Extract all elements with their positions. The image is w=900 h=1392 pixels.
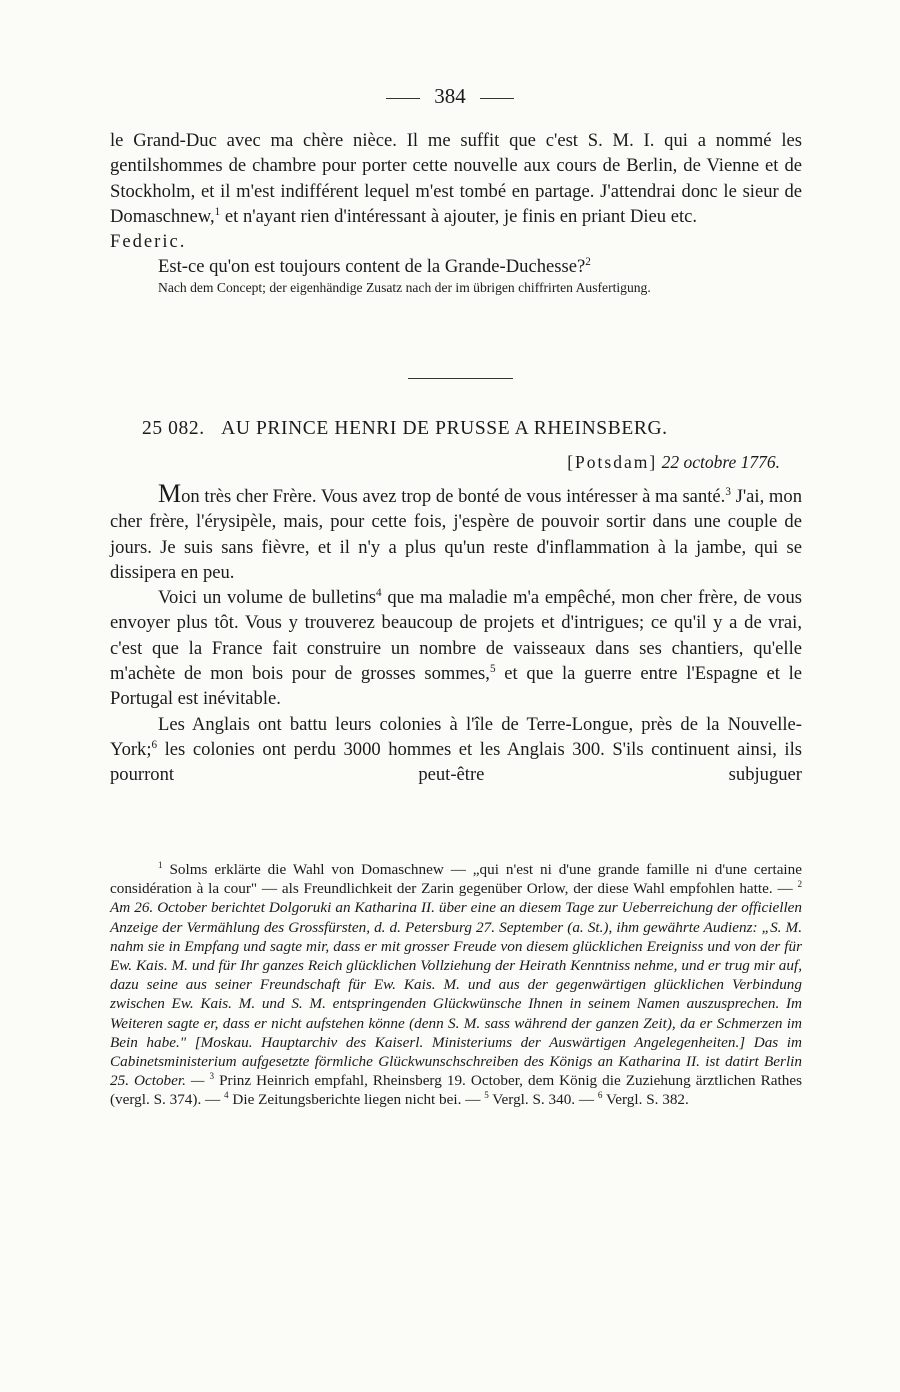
letter-body	[110, 481, 802, 788]
letter-number: 25 082.	[142, 418, 205, 439]
letter-date: 22 octobre 1776.	[661, 452, 780, 472]
previous-letter-ending	[110, 128, 802, 296]
footnote-ref-5[interactable]: 5	[489, 662, 496, 675]
footnote-mark-4: 4	[224, 1090, 229, 1101]
footnote-2-text: Am 26. October berichtet Dolgoruki an Katharina II. über eine an diesem Tage zur Ueberreichung der officiellen Anzeige der Vermählung des Grossfürsten, d. d. Petersburg 27. September (a. St.), ihm gewährte Audienz: „S. M. nahm sie in Empfang und sagte mir, dass er mit grosser Freude von diesem glücklichen Ereigniss und von der für Ew. Kais. M. und für Ihr ganzes Reich glücklichen Vollziehung der Heirath Kenntniss nehme, und er trug mir auf, dazu seine aus seiner Freundschaft für Ew. Kais. M. und aus der gegenwärtigen glücklichen Verbindung zwischen Ew. Kais. M. und S. M. entspringenden Glückwünsche Ihnen in seinem Namen auszusprechen. Im Weiteren sagte er, dass er nicht aufstehen könne (denn S. M. sass während der ganzen Zeit), da er Schmerzen im Bein habe." [Moskau. Hauptarchiv des Kaiserl. Ministeriums der Auswärtigen Angelegenheiten.] Das im Cabinetsministerium aufgesetzte förmliche Glückwunschschreiben des Königs an Katharina II. ist datirt Berlin 25. October. —	[110, 899, 802, 1090]
footnote-ref-6[interactable]: 6	[151, 738, 158, 751]
footnote-5-text: Vergl. S. 340. —	[488, 1091, 598, 1109]
page-header	[0, 84, 900, 109]
closing-text-a: le Grand-Duc avec ma chère nièce. Il me suffit que c'est S. M. I. qui a nommé les gentilshommes de chambre pour porter cette nouvelle aux cours de Berlin, de Vienne et de Stockholm, et il m'est indifférent lequel m'est tombé en partage. J'attendrai donc le sieur de Domaschnew,	[110, 130, 802, 227]
p2-text-b: que ma maladie m'a empêché, mon cher frère, de vous envoyer plus tôt. Vous y trouverez beaucoup de projets et d'intrigues; ce qu'il y a de vrai, c'est que la France fait construire un nombre de vaisseaux dans ses chantiers, qu'elle m'achète de mon bois pour de grosses sommes,	[110, 587, 802, 685]
footnote-mark-2: 2	[797, 879, 802, 890]
closing-paragraph	[110, 128, 802, 229]
letter-paragraph-1	[110, 481, 802, 585]
initial-letter: M	[158, 479, 182, 508]
footnote-4-text: Die Zeitungsberichte liegen nicht bei. —	[228, 1091, 485, 1109]
footnote-ref-1[interactable]: 1	[214, 205, 221, 218]
footnote-3-text: Prinz Heinrich empfahl, Rheinsberg 19. October, dem König die Zuziehung ärztlichen Rathes (vergl. S. 374). —	[110, 1072, 802, 1109]
footnote-1-text: Solms erklärte die Wahl von Domaschnew — „qui n'est ni d'une grande famille ni d'une certaine considération à la cour" — als Freundlichkeit der Zarin gegenüber Orlow, der diese Wahl empfohlen hatte. —	[110, 861, 802, 898]
p3-text-a: Les Anglais ont battu leurs colonies à l'île de Terre-Longue, près de la Nouvelle-York;	[110, 713, 802, 760]
header-dash-left	[386, 98, 420, 99]
footnote-ref-2[interactable]: 2	[585, 256, 591, 269]
p2-text-c: et que la guerre entre l'Espagne et le Portugal est inévitable.	[110, 663, 803, 710]
letter-place: [Potsdam]	[567, 452, 658, 472]
footnote-6-text: Vergl. S. 382.	[602, 1091, 689, 1109]
letter-dateline	[110, 452, 780, 473]
letter-paragraph-2	[110, 585, 802, 711]
footnotes-paragraph	[110, 860, 802, 1110]
footnotes	[110, 860, 802, 1110]
header-dash-right	[480, 98, 514, 99]
footnote-ref-3[interactable]: 3	[725, 485, 731, 498]
letter-paragraph-3	[110, 712, 802, 788]
p2-text-a: Voici un volume de bulletins	[158, 587, 376, 609]
postscript-text: Est-ce qu'on est toujours content de la Grande-Duchesse?	[158, 256, 586, 278]
source-note: Nach dem Concept; der eigenhändige Zusatz nach der im übrigen chiffrirten Ausfertigung.	[158, 279, 651, 295]
postscript	[110, 254, 802, 279]
footnote-ref-4[interactable]: 4	[375, 587, 382, 599]
letter-heading	[142, 418, 802, 440]
footnote-mark-3: 3	[209, 1071, 215, 1082]
section-divider	[408, 378, 513, 379]
closing-text-b: et n'ayant rien d'intéressant à ajouter, je finis en priant Dieu etc.	[220, 205, 698, 227]
footnote-mark-6: 6	[597, 1090, 603, 1101]
p1-text-a: on très cher Frère. Vous avez trop de bonté de vous intéresser à ma santé.	[181, 486, 726, 507]
page-number: 384	[434, 84, 466, 108]
footnote-mark-1: 1	[158, 859, 163, 870]
p1-text-b: J'ai, mon cher frère, l'érysipèle, mais, pour cette fois, j'espère de pouvoir sortir dans une couple de jours. Je suis sans fièvre, et il n'y a plus qu'un reste d'inflammation à la jambe, qui se dissipera en peu.	[110, 486, 802, 583]
p3-text-b: les colonies ont perdu 3000 hommes et les Anglais 300. S'ils continuent ainsi, ils pourront peut-être subjuguer	[110, 738, 802, 786]
footnote-mark-5: 5	[484, 1090, 489, 1101]
letter-title: AU PRINCE HENRI DE PRUSSE A RHEINSBERG.	[221, 418, 668, 439]
signature: Federic.	[110, 231, 187, 253]
